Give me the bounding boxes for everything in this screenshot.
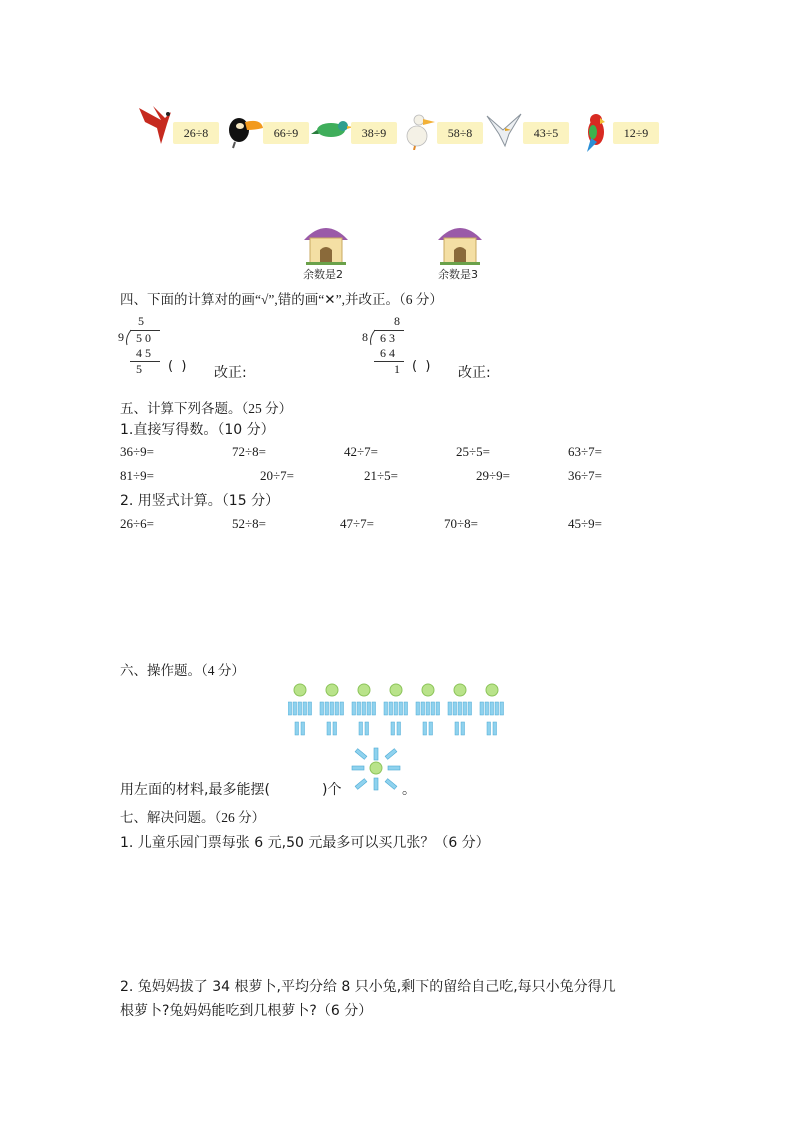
stick [485, 702, 489, 715]
bird-expression: 12÷9 [613, 122, 659, 144]
stick [399, 702, 403, 715]
stick [397, 722, 401, 735]
section-4-title: 四、下面的计算对的画“√”,错的画“✕”,并改正。（6 分） [120, 292, 443, 307]
part-1-title: 1.直接写得数。（10 分） [120, 422, 275, 438]
fix-label: 改正: [458, 365, 491, 381]
stick [458, 702, 462, 715]
operation-question-suffix: 。 [402, 782, 416, 798]
stick [468, 702, 472, 715]
section-7-title: 七、解决问题。（26 分） [120, 810, 266, 825]
stick [298, 702, 302, 715]
stick [490, 702, 494, 715]
house-icon [434, 218, 486, 266]
stick [384, 702, 388, 715]
stick-row [288, 702, 504, 715]
stick [429, 722, 433, 735]
stick [303, 702, 307, 715]
stick [495, 702, 499, 715]
quotient: 5 [138, 314, 144, 328]
bird-division-strip [135, 98, 665, 150]
stick [367, 702, 371, 715]
seagull-icon [485, 112, 525, 150]
product: 4 5 [136, 346, 151, 360]
stick [493, 722, 497, 735]
section-6-title: 六、操作题。（4 分） [120, 663, 245, 678]
divisor: 8 [362, 330, 368, 344]
bird-expression: 38÷9 [351, 122, 397, 144]
stick [404, 702, 408, 715]
bird-expression: 26÷8 [173, 122, 219, 144]
vertical-calc-item: 26÷6= [120, 516, 154, 531]
part-2-title: 2. 用竖式计算。（15 分） [120, 493, 280, 509]
stick [436, 702, 440, 715]
stick [340, 702, 344, 715]
remainder: 1 [394, 362, 400, 376]
stick [391, 722, 395, 735]
stick [455, 722, 459, 735]
stick [500, 702, 504, 715]
product: 6 4 [380, 346, 395, 360]
materials-figure [288, 682, 508, 738]
mental-math-item: 72÷8= [232, 444, 266, 459]
stick [426, 702, 430, 715]
stick [421, 702, 425, 715]
word-problem-1: 1. 儿童乐园门票每张 6 元,50 元最多可以买几张？（6 分） [120, 835, 490, 851]
green-bird-icon [311, 114, 353, 144]
stick [352, 702, 356, 715]
bird-expression: 43÷5 [523, 122, 569, 144]
answer-paren: ( ) [412, 359, 431, 374]
mental-math-item: 42÷7= [344, 444, 378, 459]
mental-math-item: 36÷7= [568, 468, 602, 483]
remainder: 5 [136, 362, 142, 376]
word-problem-2-line-1: 2. 兔妈妈拔了 34 根萝卜,平均分给 8 只小兔,剩下的留给自己吃,每只小兔分得几 [120, 979, 616, 995]
word-problem-2-line-2: 根萝卜?兔妈妈能吃到几根萝卜?（6 分） [120, 1003, 373, 1019]
quotient: 8 [394, 314, 400, 328]
stick [461, 722, 465, 735]
vertical-calc-item: 52÷8= [232, 516, 266, 531]
stick [423, 722, 427, 735]
stick [330, 702, 334, 715]
stick [327, 722, 331, 735]
stick [295, 722, 299, 735]
stick [394, 702, 398, 715]
divisor: 9 [118, 330, 124, 344]
stick-row [295, 722, 497, 735]
vertical-calc-item: 70÷8= [444, 516, 478, 531]
vertical-calc-item: 47÷7= [340, 516, 374, 531]
operation-question-mid: )个 [322, 782, 342, 798]
mental-math-item: 25÷5= [456, 444, 490, 459]
sun-figure-icon [348, 744, 404, 796]
stick [325, 702, 329, 715]
stick [416, 702, 420, 715]
stick [448, 702, 452, 715]
mental-math-item: 29÷9= [476, 468, 510, 483]
house-label: 余数是3 [438, 268, 478, 281]
mental-math-item: 21÷5= [364, 468, 398, 483]
answer-paren: ( ) [168, 359, 187, 374]
stick [480, 702, 484, 715]
mental-math-item: 20÷7= [260, 468, 294, 483]
house-icon [300, 218, 352, 266]
stick [453, 702, 457, 715]
parrot-icon [581, 112, 611, 152]
mental-math-item: 81÷9= [120, 468, 154, 483]
stick [463, 702, 467, 715]
fix-label: 改正: [214, 365, 247, 381]
red-bird-icon [135, 98, 177, 148]
toucan-icon [225, 108, 265, 150]
stick [357, 702, 361, 715]
bird-expression: 66÷9 [263, 122, 309, 144]
operation-question-prefix: 用左面的材料,最多能摆( [120, 782, 270, 798]
circle-row [294, 684, 498, 696]
stick [431, 702, 435, 715]
stick [293, 702, 297, 715]
stick [320, 702, 324, 715]
house-label: 余数是2 [303, 268, 343, 281]
mental-math-item: 63÷7= [568, 444, 602, 459]
section-5-title: 五、计算下列各题。（25 分） [120, 401, 293, 416]
stick [359, 722, 363, 735]
stick [308, 702, 312, 715]
stick [301, 722, 305, 735]
bird-expression: 58÷8 [437, 122, 483, 144]
mental-math-item: 36÷9= [120, 444, 154, 459]
dividend: 5 0 [136, 331, 151, 345]
pelican-icon [401, 110, 437, 150]
vertical-calc-item: 45÷9= [568, 516, 602, 531]
stick [288, 702, 292, 715]
stick [333, 722, 337, 735]
stick [365, 722, 369, 735]
stick [362, 702, 366, 715]
stick [372, 702, 376, 715]
stick [335, 702, 339, 715]
stick [389, 702, 393, 715]
stick [487, 722, 491, 735]
dividend: 6 3 [380, 331, 395, 345]
